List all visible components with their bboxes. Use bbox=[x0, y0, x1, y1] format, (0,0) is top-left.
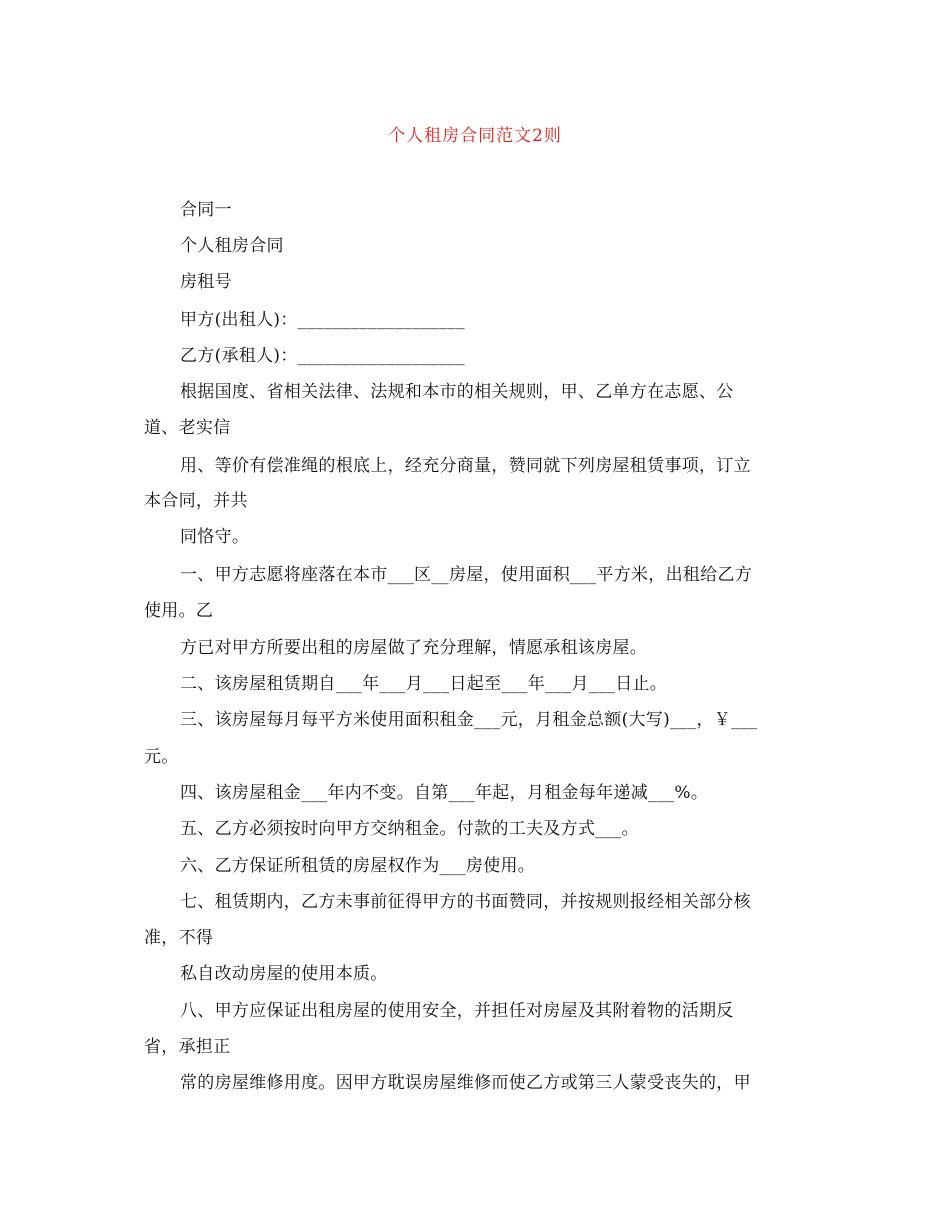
paragraph-line: 道、老实信 bbox=[144, 418, 231, 438]
clause-line: 二、该房屋租赁期自___年___月___日起至___年___月___日止。 bbox=[180, 674, 668, 694]
clause-line: 四、该房屋租金___年内不变。自第___年起，月租金每年递减___%。 bbox=[180, 783, 709, 803]
clause-line: 常的房屋维修用度。因甲方耽误房屋维修而使乙方或第三人蒙受丧失的，甲 bbox=[180, 1073, 751, 1093]
party-b-line: 乙方(承租人)：___________________ bbox=[180, 346, 465, 366]
clause-line: 六、乙方保证所租赁的房屋权作为___房使用。 bbox=[180, 856, 536, 876]
paragraph-line: 用、等价有偿准绳的根底上，经充分商量，赞同就下列房屋租赁事项，订立 bbox=[180, 456, 751, 476]
clause-line: 七、租赁期内，乙方未事前征得甲方的书面赞同，并按规则报经相关部分核 bbox=[180, 892, 751, 912]
contract-subtitle: 个人租房合同 bbox=[180, 236, 284, 256]
rent-number-line: 房租号 bbox=[180, 272, 232, 292]
clause-line: 一、甲方志愿将座落在本市___区__房屋，使用面积___平方米，出租给乙方 bbox=[180, 565, 753, 585]
clause-line: 私自改动房屋的使用本质。 bbox=[180, 964, 388, 984]
contract-heading: 合同一 bbox=[180, 200, 232, 220]
clause-line: 省，承担正 bbox=[144, 1037, 231, 1057]
paragraph-line: 根据国度、省相关法律、法规和本市的相关规则，甲、乙单方在志愿、公 bbox=[180, 382, 734, 402]
document-title: 个人租房合同范文2则 bbox=[388, 126, 562, 146]
clause-line: 方已对甲方所要出租的房屋做了充分理解，情愿承租该房屋。 bbox=[180, 638, 648, 658]
clause-line: 八、甲方应保证出租房屋的使用安全，并担任对房屋及其附着物的活期反 bbox=[180, 1001, 734, 1021]
clause-line: 五、乙方必须按时向甲方交纳租金。付款的工夫及方式___。 bbox=[180, 819, 639, 839]
paragraph-line: 本合同，并共 bbox=[144, 491, 248, 511]
party-a-line: 甲方(出租人)：___________________ bbox=[180, 310, 465, 330]
clause-line: 元。 bbox=[144, 747, 179, 767]
clause-line: 三、该房屋每月每平方米使用面积租金___元，月租金总额(大写)___，￥___ bbox=[180, 710, 758, 730]
clause-line: 准，不得 bbox=[144, 928, 214, 948]
paragraph-line: 同恪守。 bbox=[180, 527, 250, 547]
clause-line: 使用。乙 bbox=[144, 601, 214, 621]
